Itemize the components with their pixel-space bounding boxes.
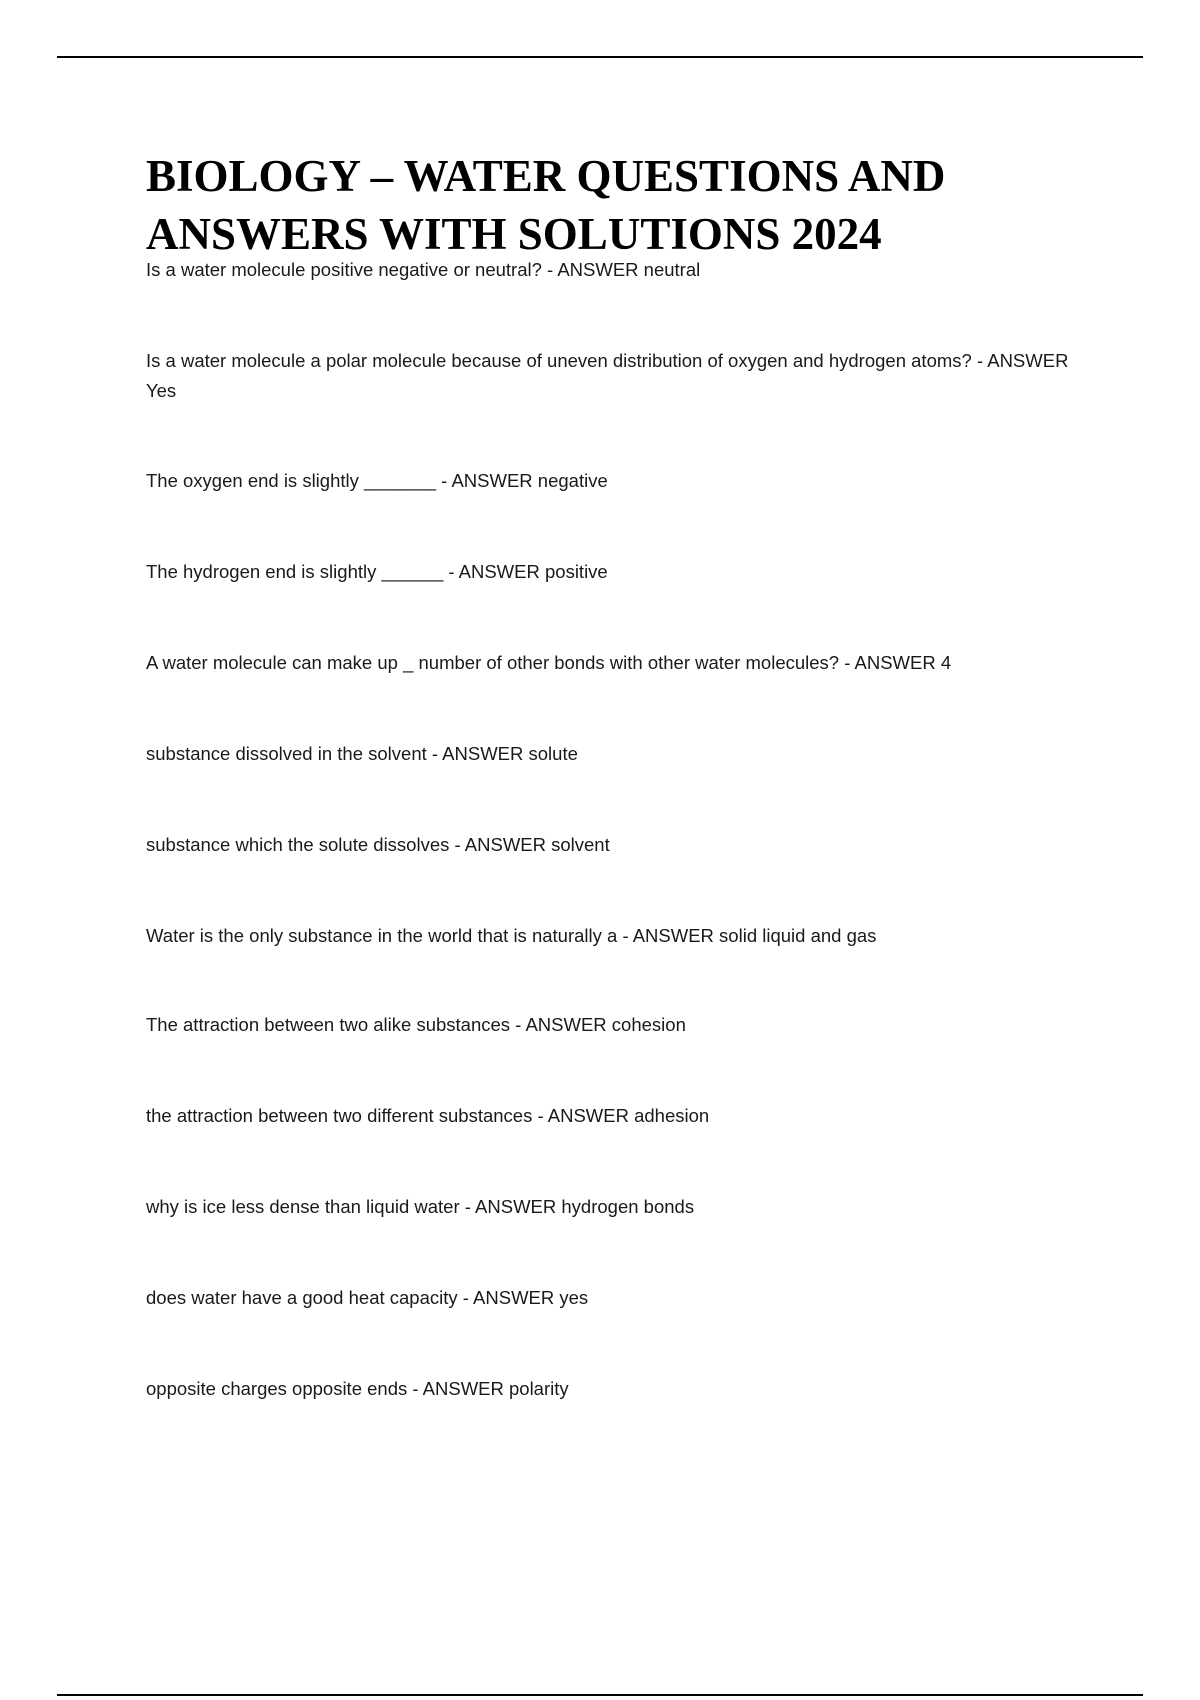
- qa-item-9: The attraction between two alike substances - ANSWER cohesion: [146, 1014, 686, 1035]
- top-rule: [57, 56, 1143, 58]
- qa-item-4: The hydrogen end is slightly ______ - ANSWER positive: [146, 561, 608, 582]
- qa-item-10: the attraction between two different substances - ANSWER adhesion: [146, 1105, 710, 1126]
- qa-item-1: Is a water molecule positive negative or neutral? - ANSWER neutral: [146, 259, 701, 280]
- qa-item-5: A water molecule can make up _ number of other bonds with other water molecules? - ANSWER 4: [146, 652, 952, 673]
- qa-item-6: substance dissolved in the solvent - ANSWER solute: [146, 743, 578, 764]
- qa-item-2: Is a water molecule a polar molecule because of uneven distribution of oxygen and hydrogen atoms? - ANSWER Yes: [146, 350, 1069, 401]
- qa-item-8: Water is the only substance in the world that is naturally a - ANSWER solid liquid and gas: [146, 925, 877, 946]
- qa-item-7: substance which the solute dissolves - ANSWER solvent: [146, 834, 610, 855]
- qa-item-12: does water have a good heat capacity - ANSWER yes: [146, 1287, 589, 1308]
- qa-item-11: why is ice less dense than liquid water - ANSWER hydrogen bonds: [146, 1196, 695, 1217]
- document-title: BIOLOGY – WATER QUESTIONS AND ANSWERS WITH SOLUTIONS 2024: [146, 151, 946, 259]
- bottom-rule: [57, 1694, 1143, 1696]
- qa-item-13: opposite charges opposite ends - ANSWER polarity: [146, 1378, 569, 1399]
- qa-item-3: The oxygen end is slightly _______ - ANSWER negative: [146, 470, 608, 491]
